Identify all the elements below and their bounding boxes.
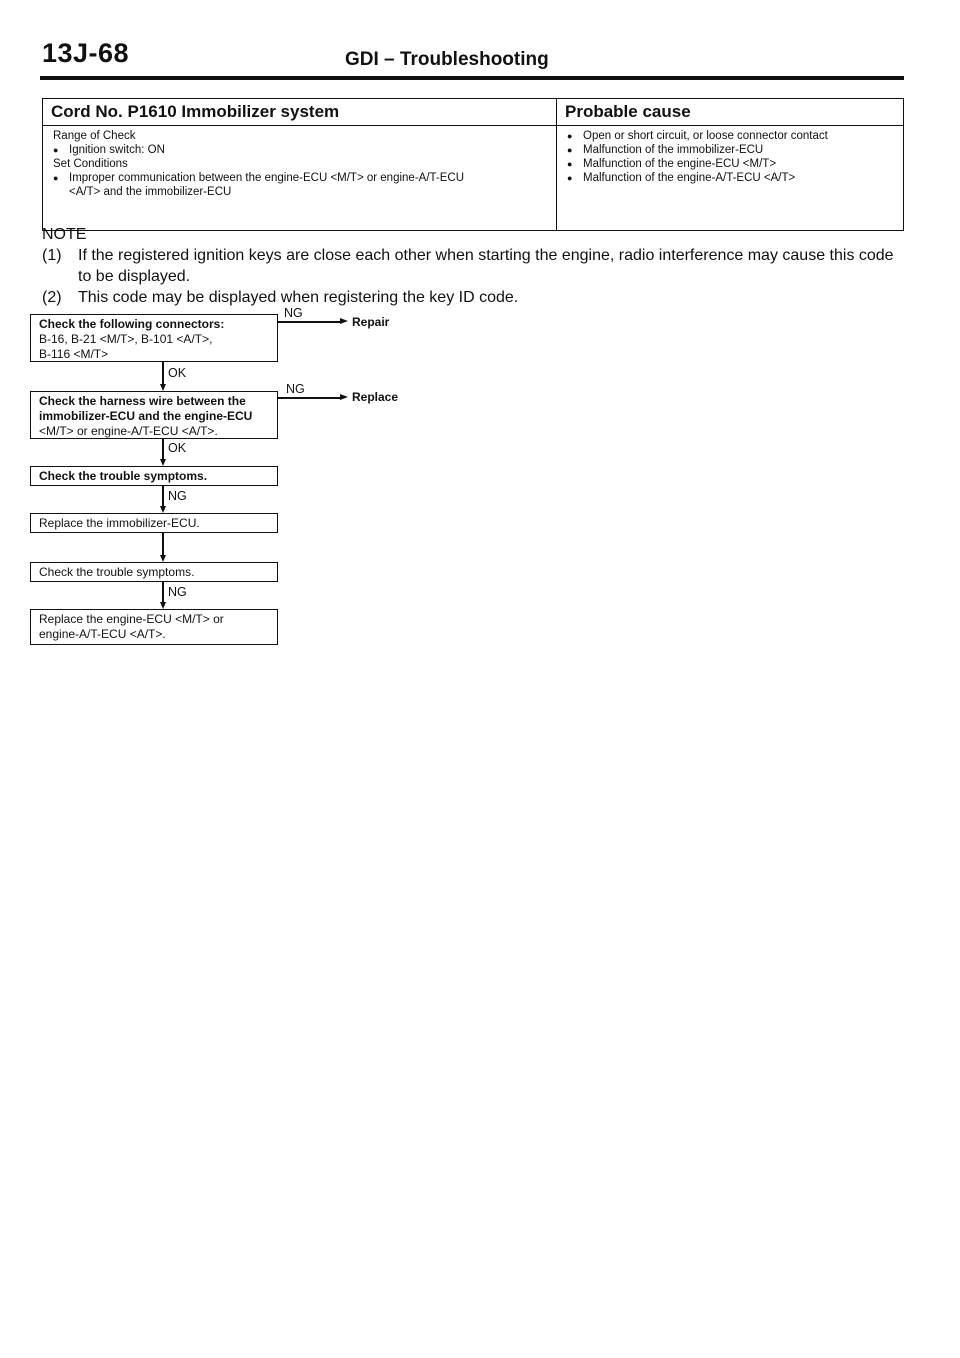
note-heading: NOTE xyxy=(42,226,87,243)
flow-connector xyxy=(162,439,164,461)
flow-step-check-symptoms xyxy=(30,466,278,486)
step-line: immobilizer-ECU and the engine-ECU xyxy=(39,409,253,423)
arrow-down-icon xyxy=(160,506,166,513)
step-line: Replace the engine-ECU <M/T> or xyxy=(39,612,224,626)
note-number: (1) xyxy=(42,247,62,264)
ng-connector xyxy=(278,321,340,323)
flow-connector xyxy=(162,362,164,386)
arrow-down-icon xyxy=(160,384,166,391)
dtc-table xyxy=(42,98,904,231)
note-text: This code may be displayed when registering the key ID code. xyxy=(78,289,519,306)
set-conditions-item: ● Improper communication between the engine-ECU <M/T> or engine-A/T-ECU xyxy=(53,171,546,185)
cause-header: Probable cause xyxy=(565,102,691,121)
ok-label: OK xyxy=(168,366,187,380)
dtc-table-header xyxy=(43,99,903,126)
cause-item: ● Open or short circuit, or loose connector contact xyxy=(567,129,893,143)
range-of-check-label: Range of Check xyxy=(53,130,136,142)
set-conditions-item-cont: <A/T> and the immobilizer-ECU xyxy=(69,186,232,198)
ok-label: OK xyxy=(168,441,187,455)
page-title: GDI – Troubleshooting xyxy=(345,49,549,70)
flow-step-check-symptoms-2 xyxy=(30,562,278,582)
note-item-1 xyxy=(42,245,904,287)
step-line: B-116 <M/T> xyxy=(39,347,109,361)
flow-step-check-harness xyxy=(30,391,278,439)
ng-connector xyxy=(278,397,340,399)
step-line: Check the harness wire between the xyxy=(39,394,246,408)
arrow-right-icon xyxy=(340,318,348,324)
flow-connector xyxy=(162,582,164,604)
arrow-down-icon xyxy=(160,555,166,562)
note-text: If the registered ignition keys are close each other when starting the engine, radio interference may cause this code to be displayed. xyxy=(78,247,894,285)
arrow-right-icon xyxy=(340,394,348,400)
page-number: 13J-68 xyxy=(42,38,130,68)
note-item-2 xyxy=(42,287,904,308)
note-number: (2) xyxy=(42,289,62,306)
ng-label: NG xyxy=(168,585,187,599)
step-line: engine-A/T-ECU <A/T>. xyxy=(39,627,166,641)
flow-connector xyxy=(162,486,164,508)
step-line: Replace the immobilizer-ECU. xyxy=(39,516,200,530)
arrow-down-icon xyxy=(160,602,166,609)
ng-label: NG xyxy=(168,489,187,503)
ng-label: NG xyxy=(284,306,303,320)
result-repair: Repair xyxy=(352,315,390,329)
flow-step-replace-immobilizer xyxy=(30,513,278,533)
set-conditions-label: Set Conditions xyxy=(53,158,128,170)
step-line: Check the trouble symptoms. xyxy=(39,469,208,483)
cause-item: ● Malfunction of the engine-A/T-ECU <A/T> xyxy=(567,171,893,185)
flow-connector xyxy=(162,533,164,557)
arrow-down-icon xyxy=(160,459,166,466)
result-replace: Replace xyxy=(352,390,399,404)
flow-step-check-connectors xyxy=(30,314,278,362)
step-line: Check the following connectors: xyxy=(39,317,225,331)
step-line: <M/T> or engine-A/T-ECU <A/T>. xyxy=(39,424,218,438)
dtc-table-body xyxy=(43,126,903,230)
range-of-check-item: ● Ignition switch: ON xyxy=(53,143,546,157)
flow-step-replace-engine-ecu xyxy=(30,609,278,645)
cause-item: ● Malfunction of the immobilizer-ECU xyxy=(567,143,893,157)
conditions-cell xyxy=(43,126,557,230)
ng-label: NG xyxy=(286,382,305,396)
probable-cause-cell xyxy=(557,126,903,230)
step-line: B-16, B-21 <M/T>, B-101 <A/T>, xyxy=(39,332,213,346)
code-header: Cord No. P1610 Immobilizer system xyxy=(43,99,557,125)
cause-item: ● Malfunction of the engine-ECU <M/T> xyxy=(567,157,893,171)
step-line: Check the trouble symptoms. xyxy=(39,565,195,579)
header-rule xyxy=(40,76,904,80)
